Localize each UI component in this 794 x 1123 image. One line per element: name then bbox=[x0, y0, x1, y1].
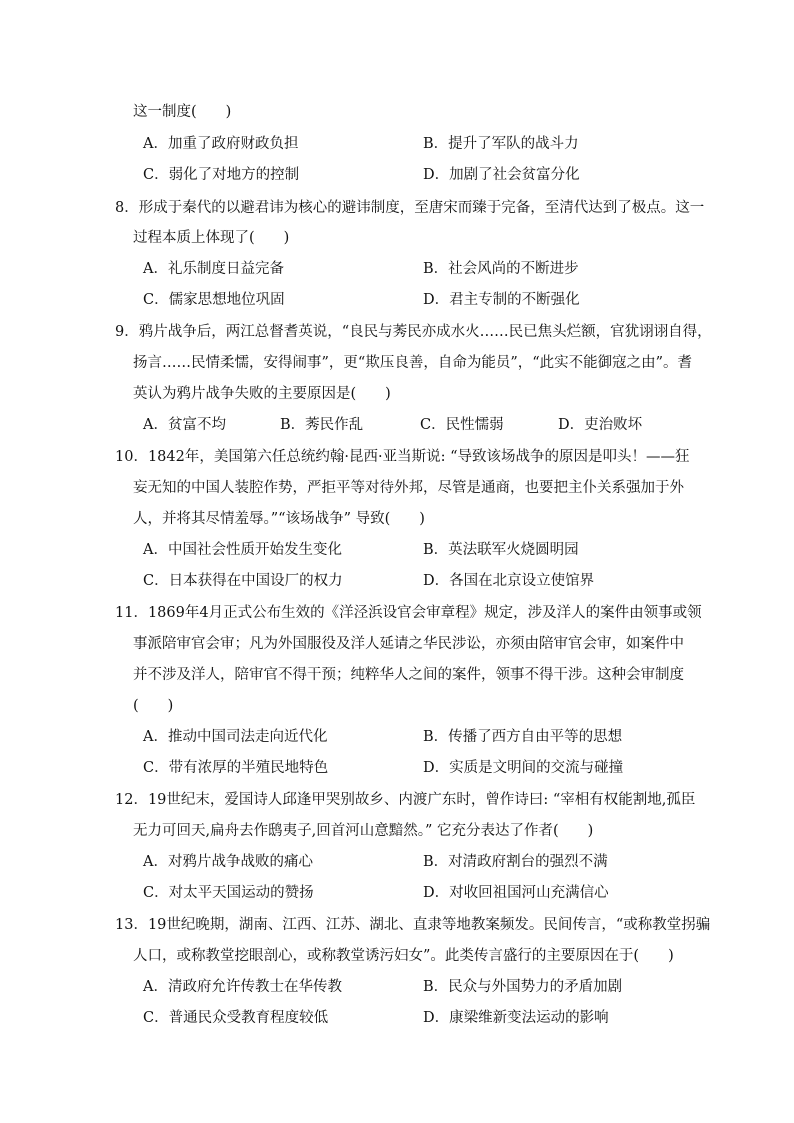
q11-option-c: C．带有浓厚的半殖民地特色 bbox=[143, 760, 329, 776]
q8-stem-line2: 过程本质上体现了( ) bbox=[133, 230, 290, 246]
q8-option-b: B．社会风尚的不断进步 bbox=[423, 261, 579, 277]
q8-option-a: A．礼乐制度日益完备 bbox=[143, 261, 284, 277]
q11-option-b: B．传播了西方自由平等的思想 bbox=[423, 729, 623, 745]
q11-stem-line1: 11．1869年4月正式公布生效的《洋泾浜设官会审章程》规定，涉及洋人的案件由领事或领 bbox=[115, 605, 702, 621]
q9-option-b: B．莠民作乱 bbox=[280, 417, 364, 433]
q7-option-a: A．加重了政府财政负担 bbox=[143, 136, 299, 152]
q8-stem-line1: 8．形成于秦代的以避君讳为核心的避讳制度，至唐宋而臻于完备，至清代达到了极点。这一 bbox=[115, 200, 705, 216]
q9-stem-line2: 扬言……民情柔懦，安得闹事”，更“欺压良善，自命为能员”，“此实不能御寇之由”。耆 bbox=[133, 355, 693, 371]
q13-option-d: D．康梁维新变法运动的影响 bbox=[423, 1010, 609, 1026]
q8-option-d: D．君主专制的不断强化 bbox=[423, 292, 580, 308]
q10-stem-line2: 妄无知的中国人装腔作势，严拒平等对待外邦，尽管是通商，也要把主仆关系强加于外 bbox=[133, 480, 684, 496]
q10-option-d: D．各国在北京设立使馆界 bbox=[423, 573, 595, 589]
q11-stem-line2: 事派陪审官会审；凡为外国服役及洋人延请之华民涉讼，亦须由陪审官会审，如案件中 bbox=[133, 636, 684, 652]
q9-option-a: A．贫富不均 bbox=[143, 417, 226, 433]
q11-stem-line4: ( ) bbox=[133, 698, 174, 714]
q8-option-c: C．儒家思想地位巩固 bbox=[143, 292, 285, 308]
q13-stem-line2: 人口，或称教堂挖眼剖心，或称教堂诱污妇女”。此类传言盛行的主要原因在于( ) bbox=[133, 948, 674, 964]
q7-option-d: D．加剧了社会贫富分化 bbox=[423, 167, 580, 183]
q12-option-b: B．对清政府割台的强烈不满 bbox=[423, 854, 608, 870]
q12-stem-line1: 12．19世纪末，爱国诗人邱逢甲哭别故乡、内渡广东时，曾作诗曰: “宰相有权能割地,孤臣 bbox=[115, 792, 696, 808]
q10-option-a: A．中国社会性质开始发生变化 bbox=[143, 542, 342, 558]
q7-option-c: C．弱化了对地方的控制 bbox=[143, 167, 300, 183]
q12-option-a: A．对鸦片战争战败的痛心 bbox=[143, 854, 313, 870]
q9-option-c: C．民性懦弱 bbox=[420, 417, 504, 433]
q13-option-a: A．清政府允许传教士在华传教 bbox=[143, 979, 342, 995]
q10-option-c: C．日本获得在中国设厂的权力 bbox=[143, 573, 343, 589]
q11-stem-line3: 并不涉及洋人，陪审官不得干预；纯粹华人之间的案件，领事不得干涉。这种会审制度 bbox=[133, 667, 684, 683]
q12-option-d: D．对收回祖国河山充满信心 bbox=[423, 885, 609, 901]
q12-option-c: C．对太平天国运动的赞扬 bbox=[143, 885, 314, 901]
q9-stem-line3: 英认为鸦片战争失败的主要原因是( ) bbox=[133, 386, 391, 402]
q11-option-a: A．推动中国司法走向近代化 bbox=[143, 729, 328, 745]
q7-stem: 这一制度( ) bbox=[133, 104, 232, 120]
q9-option-d: D．吏治败坏 bbox=[558, 417, 643, 433]
q10-option-b: B．英法联军火烧圆明园 bbox=[423, 542, 579, 558]
q11-option-d: D．实质是文明间的交流与碰撞 bbox=[423, 760, 624, 776]
q10-stem-line1: 10．1842年，美国第六任总统约翰·昆西·亚当斯说: “导致该场战争的原因是叩头！——狂 bbox=[115, 449, 690, 465]
q9-stem-line1: 9．鸦片战争后，两江总督耆英说，“良民与莠民亦成水火……民已焦头烂额，官犹诩诩自得， bbox=[115, 324, 712, 340]
q10-stem-line3: 人，并将其尽情羞辱。”“该场战争” 导致( ) bbox=[133, 511, 425, 527]
q13-option-c: C．普通民众受教育程度较低 bbox=[143, 1010, 329, 1026]
q13-option-b: B．民众与外国势力的矛盾加剧 bbox=[423, 979, 623, 995]
q7-option-b: B．提升了军队的战斗力 bbox=[423, 136, 579, 152]
q13-stem-line1: 13．19世纪晚期，湖南、江西、江苏、湖北、直隶等地教案频发。民间传言，“或称教堂拐骗 bbox=[115, 917, 711, 933]
q12-stem-line2: 无力可回天,扁舟去作鸱夷子,回首河山意黯然。” 它充分表达了作者( ) bbox=[133, 823, 594, 839]
